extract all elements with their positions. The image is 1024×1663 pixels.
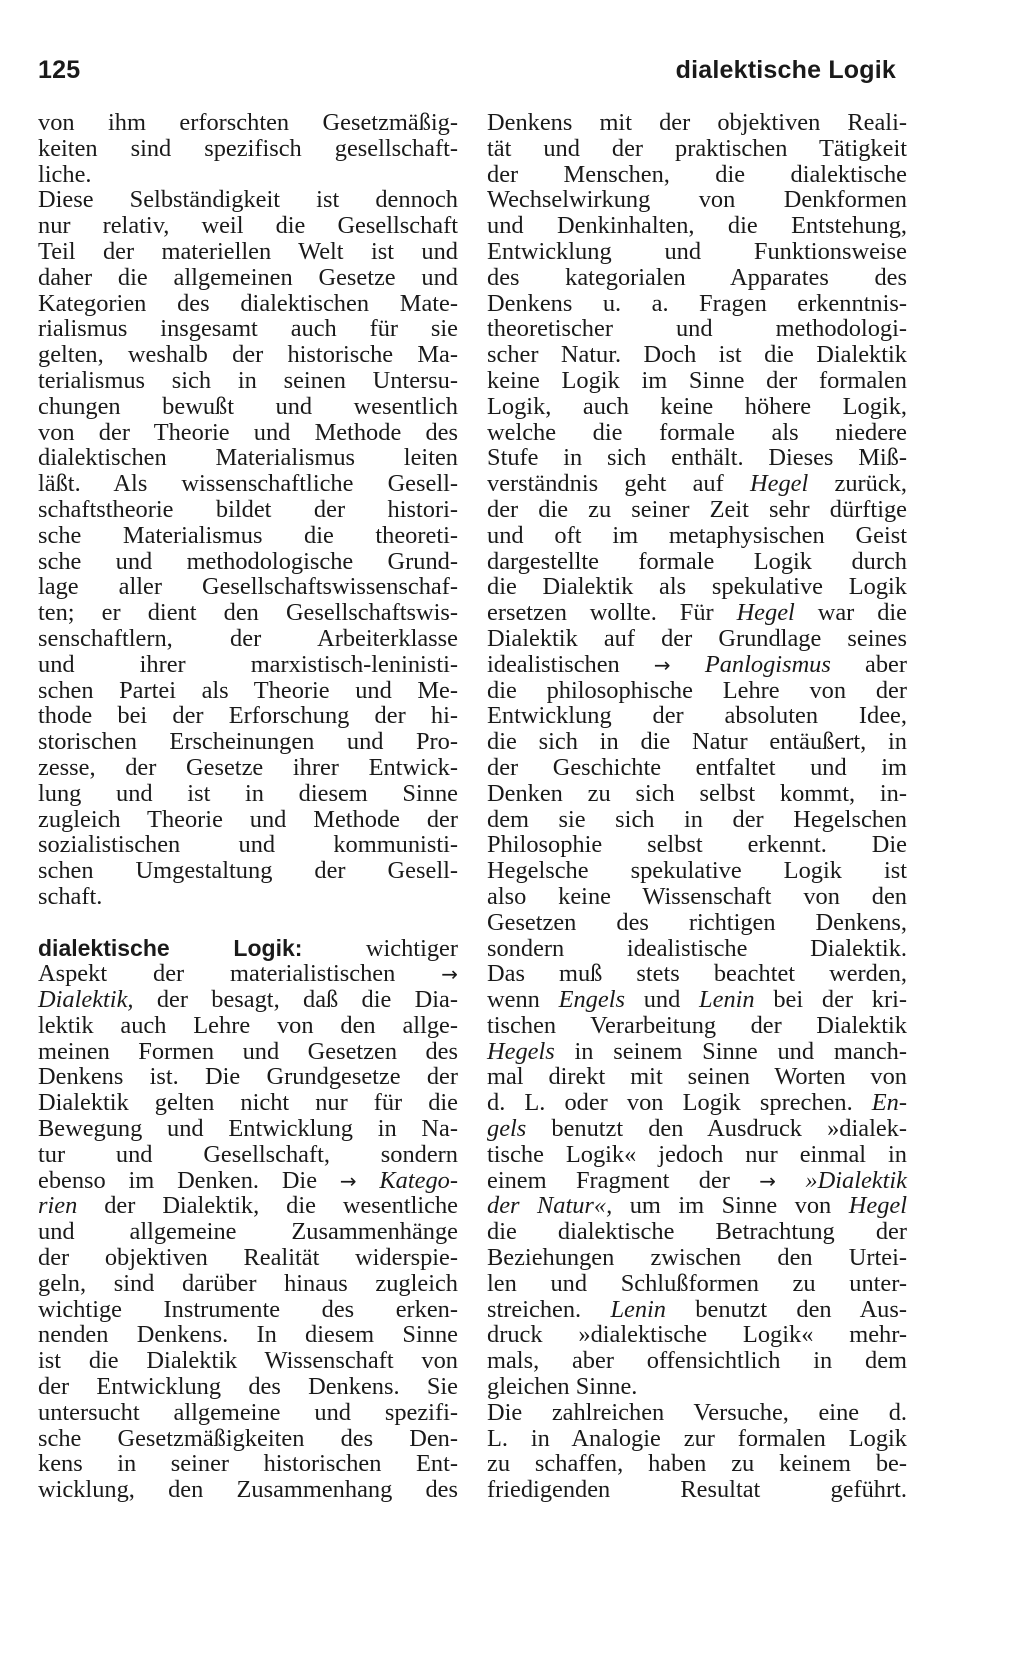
text-line (487, 936, 907, 962)
text-run: der die zu seiner Zeit sehr dürftige (487, 495, 907, 523)
text-line (38, 523, 458, 549)
text-run: thode bei der Erforschung der hi- (38, 702, 458, 730)
text-line (487, 1090, 907, 1116)
cross-reference-arrow-icon: → (759, 1168, 777, 1193)
text-line (38, 420, 458, 446)
text-run: der besagt, daß die Dia- (133, 986, 458, 1014)
text-run: von der Theorie und Methode des (38, 418, 458, 446)
text-line (38, 1064, 458, 1090)
text-run: dem sie sich in der Hegelschen (487, 805, 907, 833)
text-run: idealistischen (487, 650, 654, 678)
text-line (487, 136, 907, 162)
text-run: lung und ist in diesem Sinne (38, 779, 458, 807)
italic-term: Lenin (610, 1295, 666, 1323)
text-line (38, 652, 458, 678)
text-run: die sich in die Natur entäußert, in (487, 728, 907, 756)
text-line (38, 213, 458, 239)
text-run: um im Sinne von (612, 1192, 849, 1220)
text-line (487, 574, 907, 600)
text-line (38, 1426, 458, 1452)
text-line (38, 445, 458, 471)
text-line (487, 1142, 907, 1168)
text-run: und Denkinhalten, die Entstehung, (487, 212, 907, 240)
text-line (487, 1168, 907, 1194)
text-run: senschaftlern, der Arbeiterklasse (38, 624, 458, 652)
text-run: Gesetzen des richtigen Denkens, (487, 908, 907, 936)
text-line (38, 1245, 458, 1271)
text-run: der Geschichte entfaltet und im (487, 753, 907, 781)
italic-term: Hegels (487, 1037, 555, 1065)
text-line (38, 394, 458, 420)
text-line (487, 342, 907, 368)
entry-headword: dialektische Logik: (38, 934, 303, 961)
text-line (487, 316, 907, 342)
text-run: einem Fragment der (487, 1166, 760, 1194)
text-run: Beziehungen zwischen den Urtei- (487, 1244, 907, 1272)
text-run: wichtiger (302, 934, 458, 962)
text-line (487, 652, 907, 678)
text-run: ersetzen wollte. Für (487, 599, 737, 627)
text-line (38, 471, 458, 497)
text-run: läßt. Als wissenschaftliche Gesell- (38, 470, 458, 498)
text-line (487, 884, 907, 910)
text-line (38, 936, 458, 962)
text-run: die dialektische Betrachtung der (487, 1218, 907, 1246)
text-line (487, 1064, 907, 1090)
text-run: Die zahlreichen Versuche, eine d. (487, 1398, 907, 1426)
text-run: wenn (487, 986, 559, 1014)
text-run: Dialektik auf der Grundlage seines (487, 624, 907, 652)
text-line (38, 987, 458, 1013)
text-line (38, 1477, 458, 1503)
cross-reference-arrow-icon: → (653, 652, 671, 677)
text-line (38, 755, 458, 781)
italic-term: Hegel (848, 1192, 907, 1220)
text-line (38, 368, 458, 394)
text-run: Denkens mit der objektiven Reali- (487, 109, 907, 136)
italic-term: der Natur«, (487, 1192, 613, 1220)
page-number: 125 (38, 56, 81, 84)
text-line (38, 729, 458, 755)
text-line (38, 549, 458, 575)
italic-term: Lenin (699, 986, 755, 1014)
text-run: Diese Selbständigkeit ist dennoch (38, 186, 458, 214)
text-run: tischen Verarbeitung der Dialektik (487, 1011, 907, 1039)
text-run: rialismus insgesamt auch für sie (38, 315, 458, 343)
text-run: Logik, auch keine höhere Logik, (487, 392, 907, 420)
text-line (487, 729, 907, 755)
text-line (487, 600, 907, 626)
text-line (38, 1142, 458, 1168)
text-line (487, 162, 907, 188)
text-run: daher die allgemeinen Gesetze und (38, 263, 458, 291)
text-run: sche Materialismus die theoreti- (38, 521, 458, 549)
text-run: in seinem Sinne und manch- (554, 1037, 907, 1065)
text-run: nur relativ, weil die Gesellschaft (38, 212, 458, 240)
text-run: len und Schlußformen zu unter- (487, 1269, 907, 1297)
text-run: d. L. oder von Logik sprechen. (487, 1089, 872, 1117)
text-line (38, 832, 458, 858)
italic-term: rien (38, 1192, 78, 1220)
text-run: benutzt den Aus- (666, 1295, 907, 1323)
text-line (38, 678, 458, 704)
text-run: benutzt den Ausdruck »dialek- (526, 1115, 907, 1143)
text-run: Denkens ist. Die Grundgesetze der (38, 1063, 458, 1091)
text-run: streichen. (487, 1295, 611, 1323)
text-run: zu schaffen, haben zu keinem be- (487, 1450, 907, 1478)
text-run: druck »dialektische Logik« mehr- (487, 1321, 907, 1349)
text-line (38, 600, 458, 626)
text-line (38, 1090, 458, 1116)
text-run: bei der kri- (754, 986, 907, 1014)
text-line (38, 291, 458, 317)
text-run: also keine Wissenschaft von den (487, 882, 907, 910)
text-run: sozialistischen und kommunisti- (38, 831, 458, 859)
running-title: dialektische Logik (675, 56, 896, 84)
text-line (487, 910, 907, 936)
text-line (487, 987, 907, 1013)
text-line (487, 523, 907, 549)
right-text-column (487, 110, 907, 1503)
text-line (38, 1400, 458, 1426)
text-line (487, 1426, 907, 1452)
italic-term: »Dialektik (776, 1166, 908, 1194)
text-run: der Entwicklung des Denkens. Sie (38, 1373, 458, 1401)
italic-term: Hegel (736, 599, 795, 627)
text-line (487, 678, 907, 704)
text-run: Denkens u. a. Fragen erkenntnis- (487, 289, 907, 317)
text-run: verständnis geht auf (487, 470, 751, 498)
text-line (487, 1116, 907, 1142)
text-line (487, 1245, 907, 1271)
text-run: keiten sind spezifisch gesellschaft- (38, 134, 458, 162)
text-run: sondern idealistische Dialektik. (487, 934, 907, 962)
text-line (38, 1219, 458, 1245)
text-run: tische Logik« jedoch nur einmal in (487, 1140, 907, 1168)
text-line (487, 1219, 907, 1245)
text-line (487, 858, 907, 884)
text-run: des kategorialen Apparates des (487, 263, 907, 291)
text-run: zugleich Theorie und Methode der (38, 805, 458, 833)
text-run: liche. (38, 160, 92, 188)
text-line (38, 1297, 458, 1323)
italic-term: Katego- (356, 1166, 458, 1194)
text-run: zurück, (808, 470, 907, 498)
text-line (38, 110, 458, 136)
text-run: schaftstheorie bildet der histori- (38, 495, 458, 523)
text-line (487, 471, 907, 497)
text-run: terialismus sich in seinen Untersu- (38, 366, 458, 394)
text-run: ist die Dialektik Wissenschaft von (38, 1347, 458, 1375)
text-run: ten; er dient den Gesellschaftswis- (38, 599, 458, 627)
text-line (487, 781, 907, 807)
cross-reference-arrow-icon: → (339, 1168, 357, 1193)
text-run: Denken zu sich selbst kommt, in- (487, 779, 907, 807)
text-line (487, 1297, 907, 1323)
text-run: Bewegung und Entwicklung in Na- (38, 1115, 458, 1143)
text-run: L. in Analogie zur formalen Logik (487, 1424, 907, 1452)
text-run: und (624, 986, 700, 1014)
text-run: Teil der materiellen Welt ist und (38, 237, 458, 265)
text-line (487, 394, 907, 420)
text-line (487, 1271, 907, 1297)
text-line (38, 1168, 458, 1194)
text-run: chungen bewußt und wesentlich (38, 392, 458, 420)
text-line (487, 1374, 907, 1400)
text-line (487, 420, 907, 446)
text-run: tur und Gesellschaft, sondern (38, 1140, 458, 1168)
text-line (38, 1193, 458, 1219)
text-line (38, 1348, 458, 1374)
text-line (487, 497, 907, 523)
text-run: scher Natur. Doch ist die Dialektik (487, 341, 907, 369)
text-run: Hegelsche spekulative Logik ist (487, 857, 907, 885)
text-run: Wechselwirkung von Denkformen (487, 186, 907, 214)
text-line (487, 110, 907, 136)
text-line (38, 1451, 458, 1477)
text-run: schen Umgestaltung der Gesell- (38, 857, 458, 885)
text-run: Aspekt der materialistischen (38, 960, 442, 988)
text-run: untersucht allgemeine und spezifi- (38, 1398, 458, 1426)
text-line (38, 1039, 458, 1065)
text-run: die Dialektik als spekulative Logik (487, 573, 907, 601)
text-line (38, 807, 458, 833)
text-run: gelten, weshalb der historische Ma- (38, 341, 458, 369)
text-line (38, 626, 458, 652)
text-line (38, 316, 458, 342)
text-run: meinen Formen und Gesetzen des (38, 1037, 458, 1065)
text-run: nenden Denkens. In diesem Sinne (38, 1321, 458, 1349)
text-run: geln, sind darüber hinaus zugleich (38, 1269, 458, 1297)
left-text-column (38, 110, 458, 1503)
text-line (487, 1348, 907, 1374)
text-run: war die (794, 599, 907, 627)
text-line (487, 626, 907, 652)
text-run: und allgemeine Zusammenhänge (38, 1218, 458, 1246)
text-line (38, 703, 458, 729)
text-run: von ihm erforschten Gesetzmäßig- (38, 109, 458, 136)
text-line (38, 1374, 458, 1400)
text-line (487, 755, 907, 781)
text-run: schen Partei als Theorie und Me- (38, 676, 458, 704)
text-run: Entwicklung der absoluten Idee, (487, 702, 907, 730)
text-run: Stufe in sich enthält. Dieses Miß- (487, 444, 907, 472)
text-line (487, 187, 907, 213)
paragraph-gap (38, 910, 458, 936)
text-line (487, 1039, 907, 1065)
text-run: dargestellte formale Logik durch (487, 547, 907, 575)
italic-term: Engels (558, 986, 625, 1014)
text-run: mals, aber offensichtlich in dem (487, 1347, 907, 1375)
text-line (38, 858, 458, 884)
text-run: ebenso im Denken. Die (38, 1166, 340, 1194)
text-run: die philosophische Lehre von der (487, 676, 907, 704)
italic-term: Hegel (750, 470, 809, 498)
text-line (487, 213, 907, 239)
cross-reference-arrow-icon: → (441, 962, 458, 987)
text-run: zesse, der Gesetze ihrer Entwick- (38, 753, 458, 781)
text-run: dialektischen Materialismus leiten (38, 444, 458, 472)
italic-term: Dialektik, (38, 986, 134, 1014)
text-line (487, 368, 907, 394)
text-run: und oft im metaphysischen Geist (487, 521, 907, 549)
text-line (487, 1400, 907, 1426)
text-line (38, 497, 458, 523)
text-line (487, 239, 907, 265)
text-run: aber (830, 650, 907, 678)
text-line (487, 832, 907, 858)
text-line (487, 1451, 907, 1477)
text-run: schaft. (38, 882, 103, 910)
text-line (38, 136, 458, 162)
text-run: der objektiven Realität widerspie- (38, 1244, 458, 1272)
text-line (38, 239, 458, 265)
text-line (38, 1116, 458, 1142)
text-run: sche und methodologische Grund- (38, 547, 458, 575)
text-run: Das muß stets beachtet werden, (487, 960, 907, 988)
text-line (38, 884, 458, 910)
text-run: Kategorien des dialektischen Mate- (38, 289, 458, 317)
text-line (487, 1322, 907, 1348)
text-line (487, 807, 907, 833)
italic-term: En- (871, 1089, 907, 1117)
text-run: storischen Erscheinungen und Pro- (38, 728, 458, 756)
text-run: friedigenden Resultat geführt. (487, 1476, 907, 1504)
text-line (38, 781, 458, 807)
text-run: keine Logik im Sinne der formalen (487, 366, 907, 394)
text-line (38, 1013, 458, 1039)
text-line (38, 961, 458, 987)
text-line (38, 574, 458, 600)
text-run: lektik auch Lehre von den allge- (38, 1011, 458, 1039)
text-run: welche die formale als niedere (487, 418, 907, 446)
text-run: mal direkt mit seinen Worten von (487, 1063, 907, 1091)
text-line (38, 162, 458, 188)
text-line (487, 265, 907, 291)
text-line (487, 549, 907, 575)
text-line (487, 703, 907, 729)
text-run: der Menschen, die dialektische (487, 160, 907, 188)
text-line (487, 291, 907, 317)
text-line (487, 1477, 907, 1503)
text-line (38, 265, 458, 291)
italic-term: gels (487, 1115, 527, 1143)
text-run: Entwicklung und Funktionsweise (487, 237, 907, 265)
text-run: Dialektik gelten nicht nur für die (38, 1089, 458, 1117)
text-run: tät und der praktischen Tätigkeit (487, 134, 907, 162)
text-run: wichtige Instrumente des erken- (38, 1295, 458, 1323)
text-run: theoretischer und methodologi- (487, 315, 907, 343)
text-line (38, 187, 458, 213)
text-line (38, 1271, 458, 1297)
text-run: gleichen Sinne. (487, 1373, 638, 1401)
text-line (38, 342, 458, 368)
text-run: und ihrer marxistisch-leninisti- (38, 650, 458, 678)
text-run: der Dialektik, die wesentliche (77, 1192, 458, 1220)
text-run: sche Gesetzmäßigkeiten des Den- (38, 1424, 458, 1452)
text-line (487, 445, 907, 471)
text-line (487, 1193, 907, 1219)
text-run: lage aller Gesellschaftswissenschaf- (38, 573, 458, 601)
text-run: Philosophie selbst erkennt. Die (487, 831, 907, 859)
italic-term: Panlogismus (670, 650, 831, 678)
text-line (487, 961, 907, 987)
text-run: kens in seiner historischen Ent- (38, 1450, 458, 1478)
text-line (38, 1322, 458, 1348)
text-run: wicklung, den Zusammenhang des (38, 1476, 458, 1504)
text-line (487, 1013, 907, 1039)
